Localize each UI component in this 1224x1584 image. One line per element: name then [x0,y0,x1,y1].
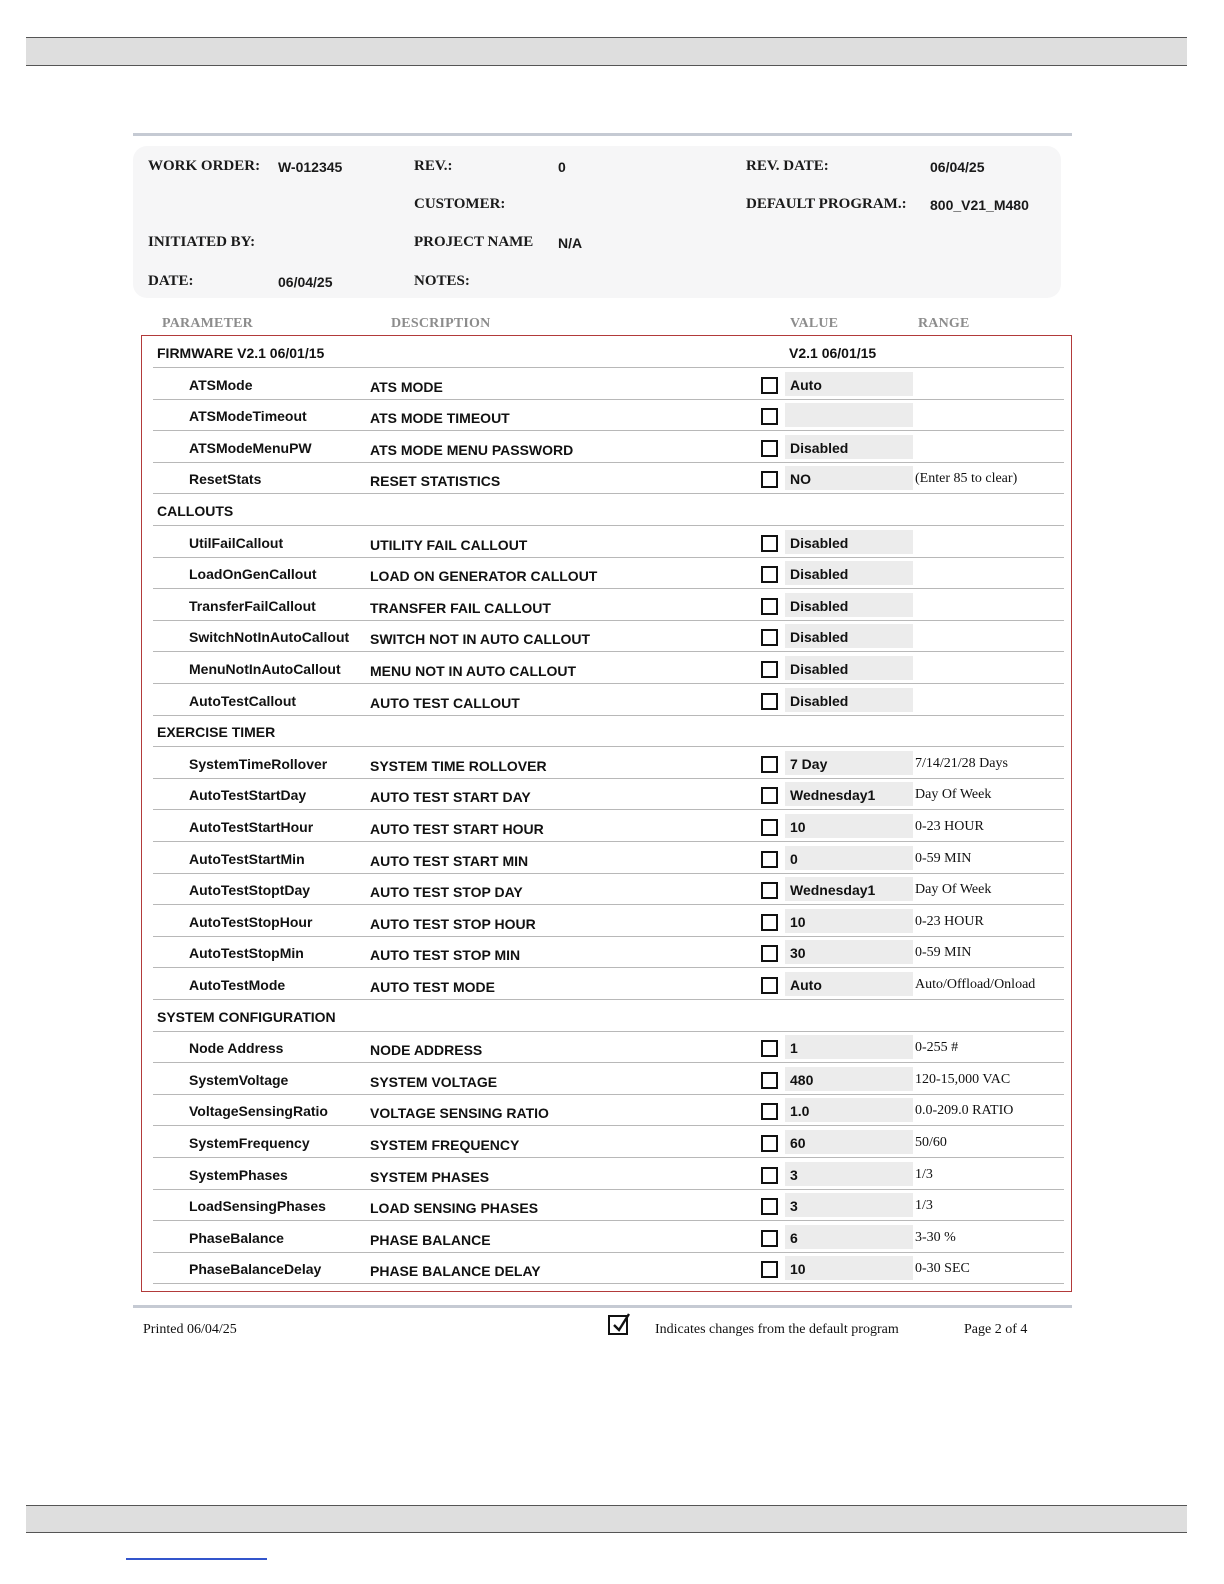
table-row [153,747,1064,779]
parameter-name: AutoTestStartDay [189,787,307,803]
parameter-name: SystemTimeRollover [189,756,328,772]
parameter-name: VoltageSensingRatio [189,1103,328,1119]
work-order-value: W-012345 [278,159,343,175]
changed-checkbox[interactable] [761,440,778,457]
bottom-footer-bar [26,1505,1187,1533]
parameter-value: 10 [790,914,806,930]
parameter-range: 0-23 HOUR [915,819,984,834]
parameter-description: VOLTAGE SENSING RATIO [370,1105,549,1121]
changed-checkbox[interactable] [761,1230,778,1247]
initiated-by-label: INITIATED BY: [148,234,256,250]
legend-checked-box-icon [608,1315,628,1335]
section-title: EXERCISE TIMER [157,724,276,740]
table-row [153,1126,1064,1158]
parameter-description: UTILITY FAIL CALLOUT [370,537,528,553]
work-order-header [133,146,1061,298]
changed-checkbox[interactable] [761,851,778,868]
parameter-value: 1 [790,1040,798,1056]
parameter-range: 1/3 [915,1167,933,1182]
parameter-value: 6 [790,1230,798,1246]
table-row [153,1158,1064,1190]
parameter-name: AutoTestMode [189,977,286,993]
table-row [153,557,1064,589]
parameter-description: AUTO TEST CALLOUT [370,695,520,711]
parameter-value: 30 [790,945,806,961]
parameter-value: Disabled [790,693,849,709]
parameter-name: LoadSensingPhases [189,1198,326,1214]
changed-checkbox[interactable] [761,819,778,836]
changed-checkbox[interactable] [761,1135,778,1152]
parameter-value: Disabled [790,566,849,582]
parameter-name: TransferFailCallout [189,598,316,614]
parameter-value: Disabled [790,598,849,614]
parameter-description: AUTO TEST START HOUR [370,821,544,837]
parameter-value: 3 [790,1198,798,1214]
default-program-value: 800_V21_M480 [930,197,1029,213]
footer-link-line [126,1558,267,1560]
parameter-description: AUTO TEST STOP DAY [370,884,523,900]
parameter-name: ResetStats [189,471,262,487]
parameter-description: ATS MODE TIMEOUT [370,410,510,426]
table-row [153,526,1064,558]
parameter-value: Disabled [790,629,849,645]
parameter-range: 7/14/21/28 Days [915,756,1008,771]
changed-checkbox[interactable] [761,377,778,394]
table-row [153,873,1064,905]
column-header-description: DESCRIPTION [391,316,491,331]
parameter-name: AutoTestStartHour [189,819,314,835]
value-field [785,846,913,870]
parameter-name: PhaseBalanceDelay [189,1261,322,1277]
parameter-description: PHASE BALANCE [370,1232,491,1248]
parameter-description: AUTO TEST STOP MIN [370,947,521,963]
parameter-range: 0-59 MIN [915,851,972,866]
table-row [153,842,1064,874]
parameter-description: ATS MODE MENU PASSWORD [370,442,574,458]
value-field [785,1035,913,1059]
section-title: SYSTEM CONFIGURATION [157,1009,336,1025]
parameter-value: Wednesday1 [790,787,876,803]
changed-checkbox[interactable] [761,471,778,488]
default-program-label: DEFAULT PROGRAM.: [746,196,907,212]
changed-checkbox[interactable] [761,629,778,646]
rev-date-value: 06/04/25 [930,159,985,175]
value-field [785,1225,913,1249]
changed-checkbox[interactable] [761,756,778,773]
changed-checkbox[interactable] [761,598,778,615]
table-row [153,778,1064,810]
value-field [785,1193,913,1217]
page-number: Page 2 of 4 [964,1322,1028,1337]
table-row [153,810,1064,842]
parameter-range: Day Of Week [915,787,992,802]
changed-checkbox[interactable] [761,1261,778,1278]
bottom-rule [133,1305,1072,1308]
changed-checkbox[interactable] [761,1167,778,1184]
parameter-value: 3 [790,1167,798,1183]
parameter-description: AUTO TEST STOP HOUR [370,916,536,932]
parameter-name: UtilFailCallout [189,535,284,551]
parameter-value: 1.0 [790,1103,810,1119]
parameter-range: Day Of Week [915,882,992,897]
parameter-description: AUTO TEST START MIN [370,853,529,869]
section-row [153,336,1064,368]
date-value: 06/04/25 [278,274,333,290]
parameter-description: SYSTEM FREQUENCY [370,1137,520,1153]
table-row [153,1252,1064,1284]
rev-date-label: REV. DATE: [746,158,829,174]
changed-checkbox[interactable] [761,787,778,804]
project-name-label: PROJECT NAME [414,234,534,250]
parameter-description: AUTO TEST START DAY [370,789,531,805]
parameter-value: 0 [790,851,798,867]
parameter-name: SwitchNotInAutoCallout [189,629,350,645]
column-header-range: RANGE [918,316,970,331]
legend-text: Indicates changes from the default program [655,1322,899,1337]
changed-checkbox[interactable] [761,535,778,552]
parameter-range: 0-30 SEC [915,1261,970,1276]
parameter-range: Auto/Offload/Onload [915,977,1036,992]
changed-checkbox[interactable] [761,566,778,583]
parameter-name: AutoTestCallout [189,693,297,709]
changed-checkbox[interactable] [761,1198,778,1215]
parameter-description: ATS MODE [370,379,443,395]
changed-checkbox[interactable] [761,945,778,962]
parameter-name: LoadOnGenCallout [189,566,317,582]
parameter-value: 7 Day [790,756,828,772]
parameter-name: MenuNotInAutoCallout [189,661,341,677]
parameter-name: PhaseBalance [189,1230,284,1246]
rev-value: 0 [558,159,566,175]
printed-date: Printed 06/04/25 [143,1322,237,1337]
notes-label: NOTES: [414,273,470,289]
parameter-description: NODE ADDRESS [370,1042,483,1058]
section-row [153,1000,1064,1032]
parameter-name: ATSModeTimeout [189,408,307,424]
parameter-name: SystemFrequency [189,1135,310,1151]
changed-checkbox[interactable] [761,693,778,710]
parameter-name: Node Address [189,1040,284,1056]
table-row [153,1063,1064,1095]
section-row [153,494,1064,526]
section-title: CALLOUTS [157,503,234,519]
parameter-range: (Enter 85 to clear) [915,471,1018,486]
parameter-name: AutoTestStopMin [189,945,304,961]
rev-label: REV.: [414,158,453,174]
parameter-range: 120-15,000 VAC [915,1072,1011,1087]
parameter-value: Wednesday1 [790,882,876,898]
table-row [153,399,1064,431]
section-row [153,715,1064,747]
parameter-description: SWITCH NOT IN AUTO CALLOUT [370,631,591,647]
parameter-name: SystemVoltage [189,1072,289,1088]
parameter-description: AUTO TEST MODE [370,979,495,995]
parameter-value: 480 [790,1072,814,1088]
changed-checkbox[interactable] [761,914,778,931]
parameter-name: ATSModeMenuPW [189,440,312,456]
parameter-name: AutoTestStoptDay [189,882,311,898]
table-row [153,936,1064,968]
changed-checkbox[interactable] [761,1103,778,1120]
parameter-value: Auto [790,377,822,393]
parameter-description: RESET STATISTICS [370,473,501,489]
parameter-value: Disabled [790,535,849,551]
parameter-value: 10 [790,1261,806,1277]
parameter-range: 0-255 # [915,1040,959,1055]
table-row [153,905,1064,937]
table-row [153,368,1064,400]
parameter-description: SYSTEM PHASES [370,1169,490,1185]
changed-checkbox[interactable] [761,1040,778,1057]
work-order-label: WORK ORDER: [148,158,261,174]
parameter-range: 3-30 % [915,1230,956,1245]
table-row [153,431,1064,463]
parameter-value: Disabled [790,440,849,456]
table-row [153,652,1064,684]
parameter-range: 0-23 HOUR [915,914,984,929]
section-value: V2.1 06/01/15 [789,345,877,361]
table-row [153,620,1064,652]
parameter-description: LOAD SENSING PHASES [370,1200,539,1216]
changed-checkbox[interactable] [761,408,778,425]
table-row [153,1031,1064,1063]
parameter-description: SYSTEM TIME ROLLOVER [370,758,547,774]
parameter-description: SYSTEM VOLTAGE [370,1074,498,1090]
parameter-range: 0.0-209.0 RATIO [915,1103,1014,1118]
parameter-value: NO [790,471,811,487]
changed-checkbox[interactable] [761,661,778,678]
table-row [153,1094,1064,1126]
parameter-description: MENU NOT IN AUTO CALLOUT [370,663,577,679]
table-row [153,589,1064,621]
value-field [785,403,913,427]
parameter-value: Auto [790,977,822,993]
top-rule [133,133,1072,136]
parameter-value: 10 [790,819,806,835]
table-row [153,1221,1064,1253]
parameter-range: 50/60 [915,1135,947,1150]
parameter-name: AutoTestStopHour [189,914,313,930]
parameter-range: 0-59 MIN [915,945,972,960]
changed-checkbox[interactable] [761,882,778,899]
top-header-bar [26,37,1187,66]
value-field [785,1162,913,1186]
parameter-value: Disabled [790,661,849,677]
changed-checkbox[interactable] [761,1072,778,1089]
parameter-range: 1/3 [915,1198,933,1213]
parameter-description: PHASE BALANCE DELAY [370,1263,541,1279]
column-header-parameter: PARAMETER [162,316,253,331]
section-title: FIRMWARE V2.1 06/01/15 [157,345,325,361]
parameter-value: 60 [790,1135,806,1151]
project-name-value: N/A [558,235,583,251]
table-row [153,462,1064,494]
table-row [153,968,1064,1000]
customer-label: CUSTOMER: [414,196,506,212]
parameter-name: ATSMode [189,377,253,393]
changed-checkbox[interactable] [761,977,778,994]
table-row [153,1189,1064,1221]
table-row [153,684,1064,716]
parameter-description: TRANSFER FAIL CALLOUT [370,600,551,616]
parameter-name: AutoTestStartMin [189,851,305,867]
column-header-value: VALUE [790,316,839,331]
date-label: DATE: [148,273,194,289]
parameter-name: SystemPhases [189,1167,288,1183]
parameter-description: LOAD ON GENERATOR CALLOUT [370,568,598,584]
